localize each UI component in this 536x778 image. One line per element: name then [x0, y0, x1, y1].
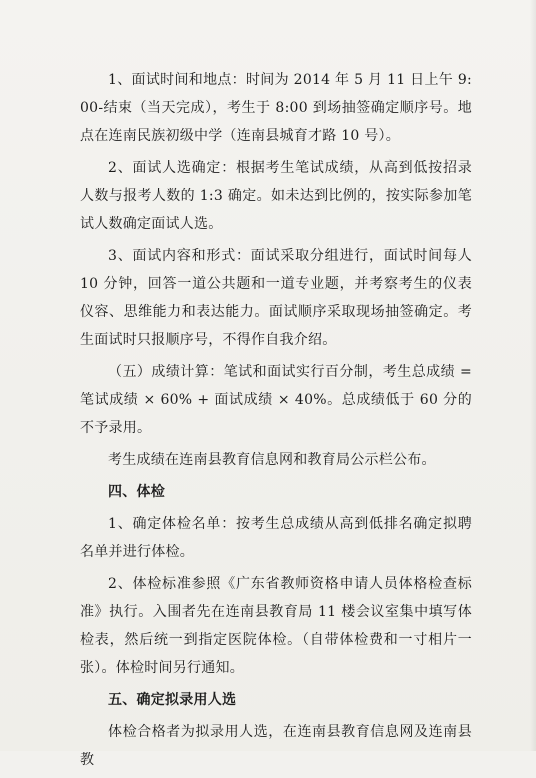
scan-edge-shadow	[530, 0, 536, 751]
paragraph-exam-list: 1、确定体检名单：按考生总成绩从高到低排名确定拟聘名单并进行体检。	[80, 516, 472, 560]
paragraph-exam-standard: 2、体检标准参照《广东省教师资格申请人员体格检查标准》执行。入围者先在连南县教育局 11 楼会议室集中填写体检表，然后统一到指定医院体检。（自带体检费和一寸相片一张）。体检时间另行通知。	[80, 576, 472, 676]
paragraph-interview-time: 1、面试时间和地点：时间为 2014 年 5 月 11 日上午 9:00-结束（当天完成），考生于 8:00 到场抽签确定顺序号。地点在连南民族初级中学（连南县城育才路 10 号）。	[80, 72, 472, 144]
paragraph-score-calculation: （五）成绩计算：笔试和面试实行百分制，考生总成绩 = 笔试成绩 × 60% + 面试成绩 × 40%。总成绩低于 60 分的不予录用。	[80, 364, 472, 436]
heading-confirm-hire: 五、确定拟录用人选	[108, 692, 237, 708]
paragraph-interview-content: 3、面试内容和形式：面试采取分组进行，面试时间每人 10 分钟，回答一道公共题和一道专业题，并考察考生的仪表仪容、思维能力和表达能力。面试顺序采取现场抽签确定。考生面试时只报顺序号，不得作自我介绍。	[80, 248, 472, 348]
paragraph-score-publication: 考生成绩在连南县教育信息网和教育局公示栏公布。	[108, 452, 436, 468]
paragraph-interview-selection: 2、面试人选确定：根据考生笔试成绩，从高到低按招录人数与报考人数的 1:3 确定。如未达到比例的，按实际参加笔试人数确定面试人选。	[80, 160, 472, 232]
document-body	[80, 66, 472, 778]
paragraph-hire-candidates: 体检合格者为拟录用人选，在连南县教育信息网及连南县教	[80, 724, 472, 768]
heading-physical-exam: 四、体检	[108, 484, 165, 500]
